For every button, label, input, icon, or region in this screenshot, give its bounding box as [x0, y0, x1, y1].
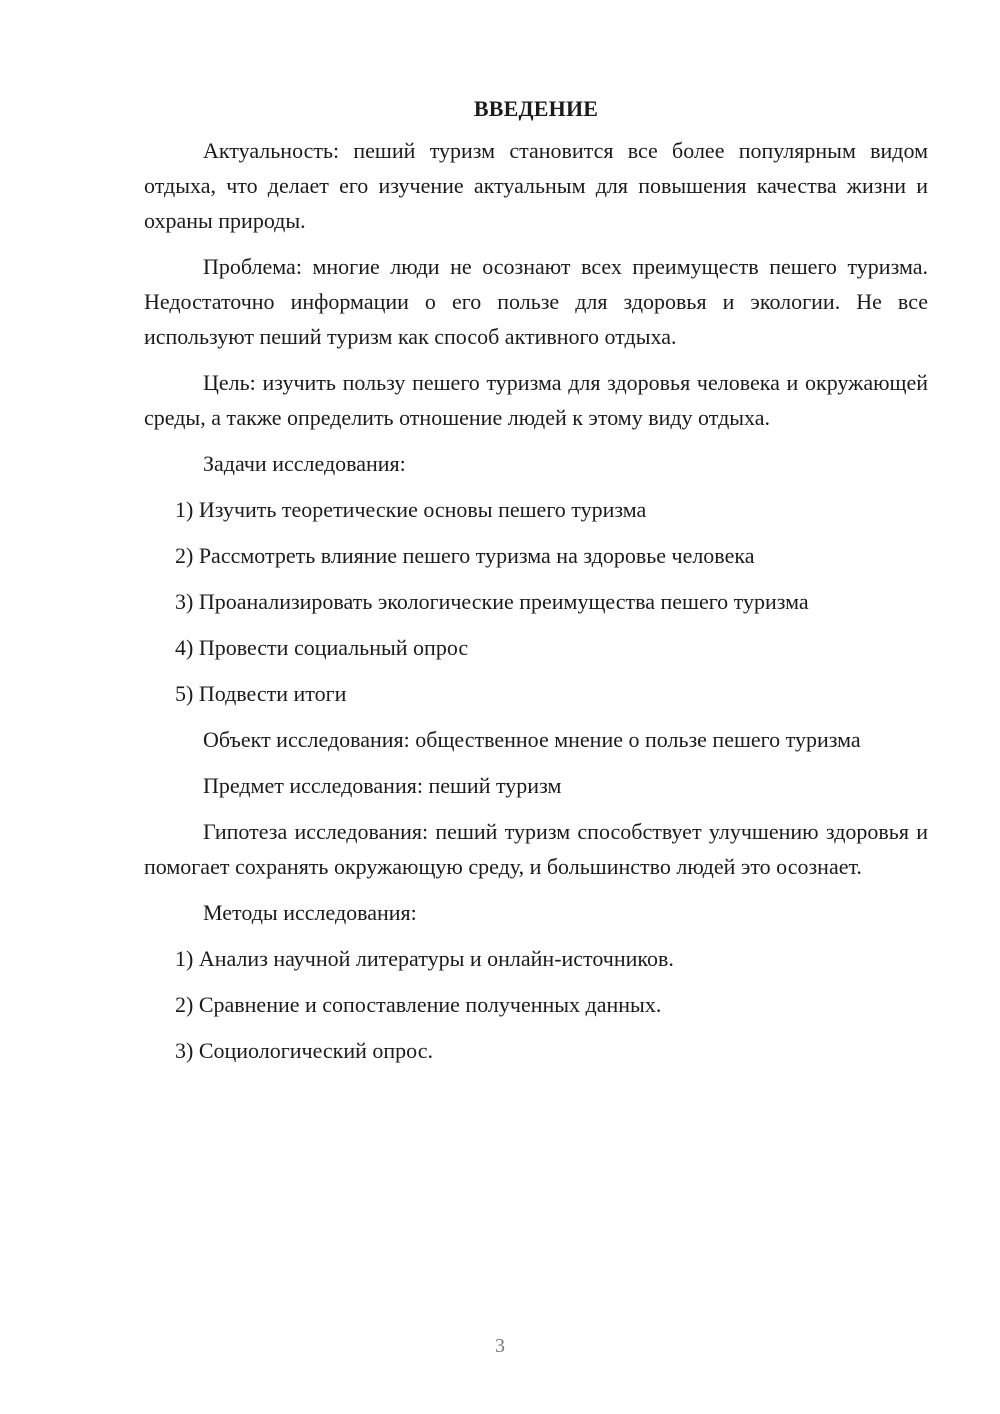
list-item: 3) Проанализировать экологические преимущества пешего туризма	[175, 589, 809, 614]
list-item: 3) Социологический опрос.	[175, 1038, 433, 1063]
page-number: 3	[495, 1335, 505, 1357]
problem-paragraph: Проблема: многие люди не осознают всех преимуществ пешего туризма. Недостаточно информации о его пользе для здоровья и экологии. Не все используют пеший туризм как способ активного отдыха.	[144, 254, 928, 349]
goal-paragraph: Цель: изучить пользу пешего туризма для здоровья человека и окружающей среды, а также определить отношение людей к этому виду отдыха.	[144, 370, 928, 430]
list-item: 4) Провести социальный опрос	[175, 635, 469, 660]
subject-paragraph: Предмет исследования: пеший туризм	[203, 773, 562, 798]
page-content	[144, 92, 928, 1079]
methods-heading: Методы исследования:	[203, 900, 417, 925]
list-item: 1) Изучить теоретические основы пешего туризма	[175, 497, 647, 522]
object-paragraph: Объект исследования: общественное мнение о пользе пешего туризма	[203, 727, 861, 752]
list-item: 2) Сравнение и сопоставление полученных данных.	[175, 992, 662, 1017]
methods-list	[144, 941, 928, 1068]
tasks-list	[144, 492, 928, 711]
section-title: ВВЕДЕНИЕ	[473, 96, 599, 121]
tasks-heading: Задачи исследования:	[203, 451, 406, 476]
relevance-paragraph: Актуальность: пеший туризм становится все более популярным видом отдыха, что делает его изучение актуальным для повышения качества жизни и охраны природы.	[144, 138, 928, 233]
list-item: 2) Рассмотреть влияние пешего туризма на здоровье человека	[175, 543, 755, 568]
hypothesis-paragraph: Гипотеза исследования: пеший туризм способствует улучшению здоровья и помогает сохранять окружающую среду, и большинство людей это осознает.	[144, 819, 928, 879]
list-item: 1) Анализ научной литературы и онлайн-источников.	[175, 946, 674, 971]
list-item: 5) Подвести итоги	[175, 681, 347, 706]
